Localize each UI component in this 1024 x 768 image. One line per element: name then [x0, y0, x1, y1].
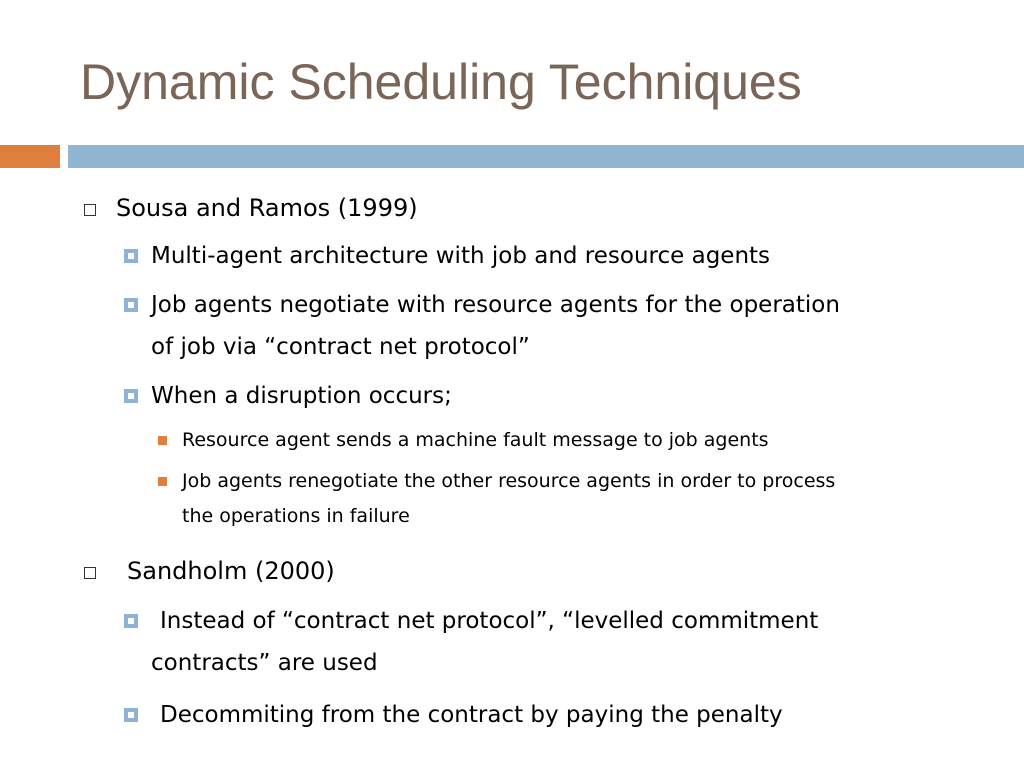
square-bullet-icon	[124, 708, 138, 722]
square-bullet-icon	[124, 298, 138, 312]
hollow-square-bullet-icon	[84, 204, 96, 216]
bullet-point-line: contracts” are used	[151, 650, 378, 676]
slide-title: Dynamic Scheduling Techniques	[80, 54, 802, 110]
sub-bullet-point-line: the operations in failure	[182, 505, 410, 527]
section-heading: Sousa and Ramos (1999)	[116, 194, 418, 222]
section-heading: Sandholm (2000)	[127, 557, 335, 585]
bullet-point-line: Job agents negotiate with resource agents for the operation	[151, 292, 840, 318]
accent-bar-blue	[68, 145, 1024, 168]
bullet-point-line: of job via “contract net protocol”	[151, 334, 530, 360]
square-bullet-icon	[124, 249, 138, 263]
sub-bullet-point-line: Job agents renegotiate the other resource agents in order to process	[182, 470, 836, 492]
small-square-bullet-icon	[158, 477, 167, 486]
accent-bar-orange	[0, 145, 60, 168]
bullet-point-line: Instead of “contract net protocol”, “levelled commitment	[160, 608, 819, 634]
bullet-point: Decommiting from the contract by paying the penalty	[160, 702, 783, 728]
hollow-square-bullet-icon	[84, 567, 96, 579]
bullet-point: Multi-agent architecture with job and resource agents	[151, 243, 771, 269]
sub-bullet-point: Resource agent sends a machine fault message to job agents	[182, 429, 769, 451]
small-square-bullet-icon	[158, 436, 167, 445]
square-bullet-icon	[124, 389, 138, 403]
square-bullet-icon	[124, 614, 138, 628]
bullet-point: When a disruption occurs;	[151, 383, 452, 409]
